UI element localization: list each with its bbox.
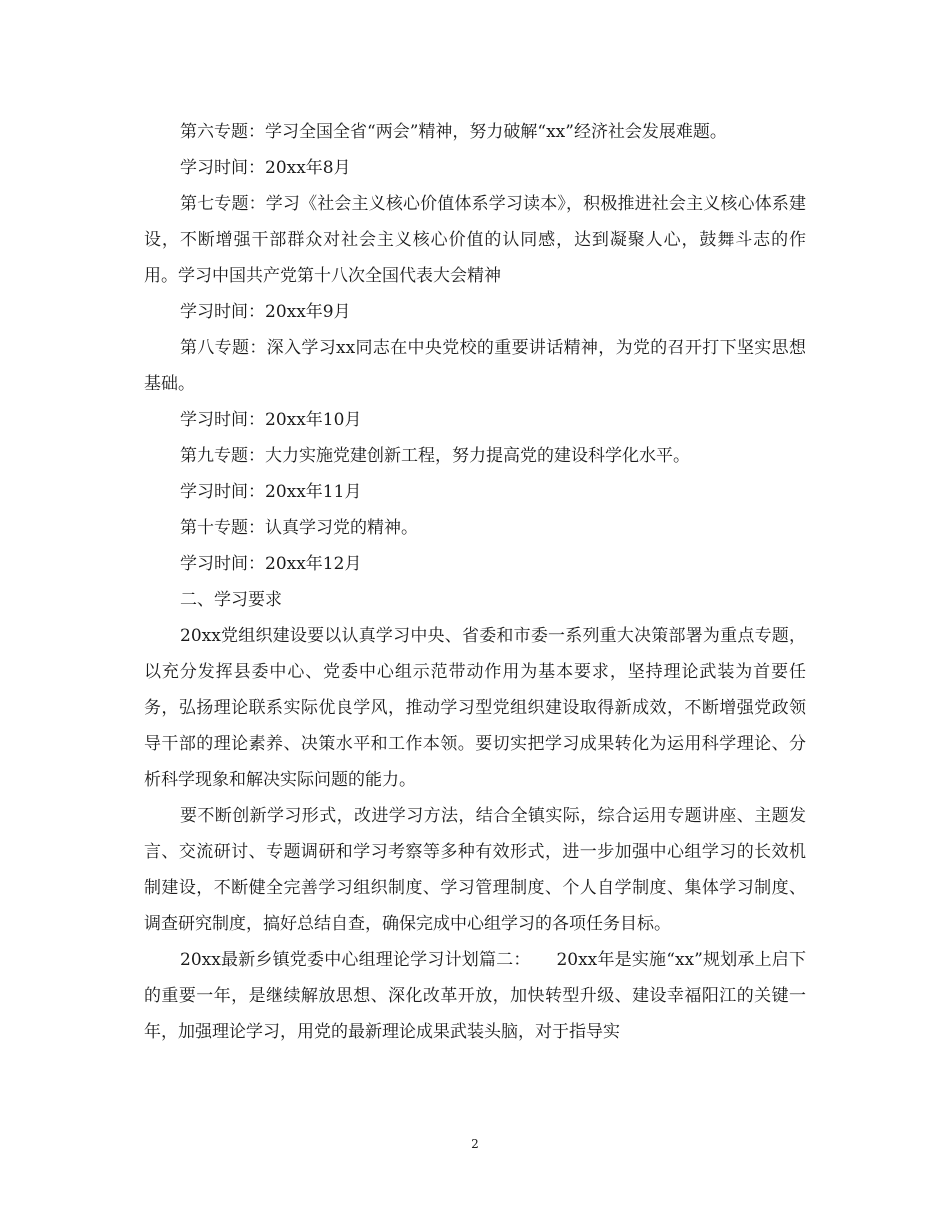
section-heading-requirements: 二、学习要求 xyxy=(180,590,282,610)
document-body xyxy=(144,114,806,1050)
paragraph-study-time-october: 学习时间：20xx年10月 xyxy=(180,410,362,430)
paragraph-topic-6: 第六专题：学习全国全省“两会”精神，努力破解“xx”经济社会发展难题。 xyxy=(180,122,727,142)
paragraph-study-time-august: 学习时间：20xx年8月 xyxy=(180,158,351,178)
paragraph-plan-part-2: 20xx最新乡镇党委中心组理论学习计划篇二： 20xx年是实施“xx”规划承上启下的重要一年，是继续解放思想、深化改革开放，加快转型升级、建设幸福阳江的关键一年，加强理论学习，用党的最新理论成果武装头脑，对于指导实 xyxy=(144,950,806,1042)
paragraph-requirements-2: 要不断创新学习形式，改进学习方法，结合全镇实际，综合运用专题讲座、主题发言、交流研讨、专题调研和学习考察等多种有效形式，进一步加强中心组学习的长效机制建设，不断健全完善学习组织制度、学习管理制度、个人自学制度、集体学习制度、调查研究制度，搞好总结自查，确保完成中心组学习的各项任务目标。 xyxy=(144,806,806,934)
paragraph-topic-8: 第八专题：深入学习xx同志在中央党校的重要讲话精神，为党的召开打下坚实思想基础。 xyxy=(144,338,806,394)
paragraph-study-time-december: 学习时间：20xx年12月 xyxy=(180,554,362,574)
page-number: 2 xyxy=(471,1137,479,1151)
paragraph-study-time-november: 学习时间：20xx年11月 xyxy=(180,482,362,502)
paragraph-study-time-september: 学习时间：20xx年9月 xyxy=(180,302,351,322)
paragraph-requirements-1: 20xx党组织建设要以认真学习中央、省委和市委一系列重大决策部署为重点专题，以充分发挥县委中心、党委中心组示范带动作用为基本要求，坚持理论武装为首要任务，弘扬理论联系实际优良学风，推动学习型党组织建设取得新成效，不断增强党政领导干部的理论素养、决策水平和工作本领。要切实把学习成果转化为运用科学理论、分析科学现象和解决实际问题的能力。 xyxy=(144,626,806,790)
paragraph-topic-10: 第十专题：认真学习党的精神。 xyxy=(180,518,418,538)
paragraph-topic-7: 第七专题：学习《社会主义核心价值体系学习读本》，积极推进社会主义核心体系建设，不断增强干部群众对社会主义核心价值的认同感，达到凝聚人心，鼓舞斗志的作用。学习中国共产党第十八次全国代表大会精神 xyxy=(144,194,806,286)
paragraph-topic-9: 第九专题：大力实施党建创新工程，努力提高党的建设科学化水平。 xyxy=(180,446,690,466)
